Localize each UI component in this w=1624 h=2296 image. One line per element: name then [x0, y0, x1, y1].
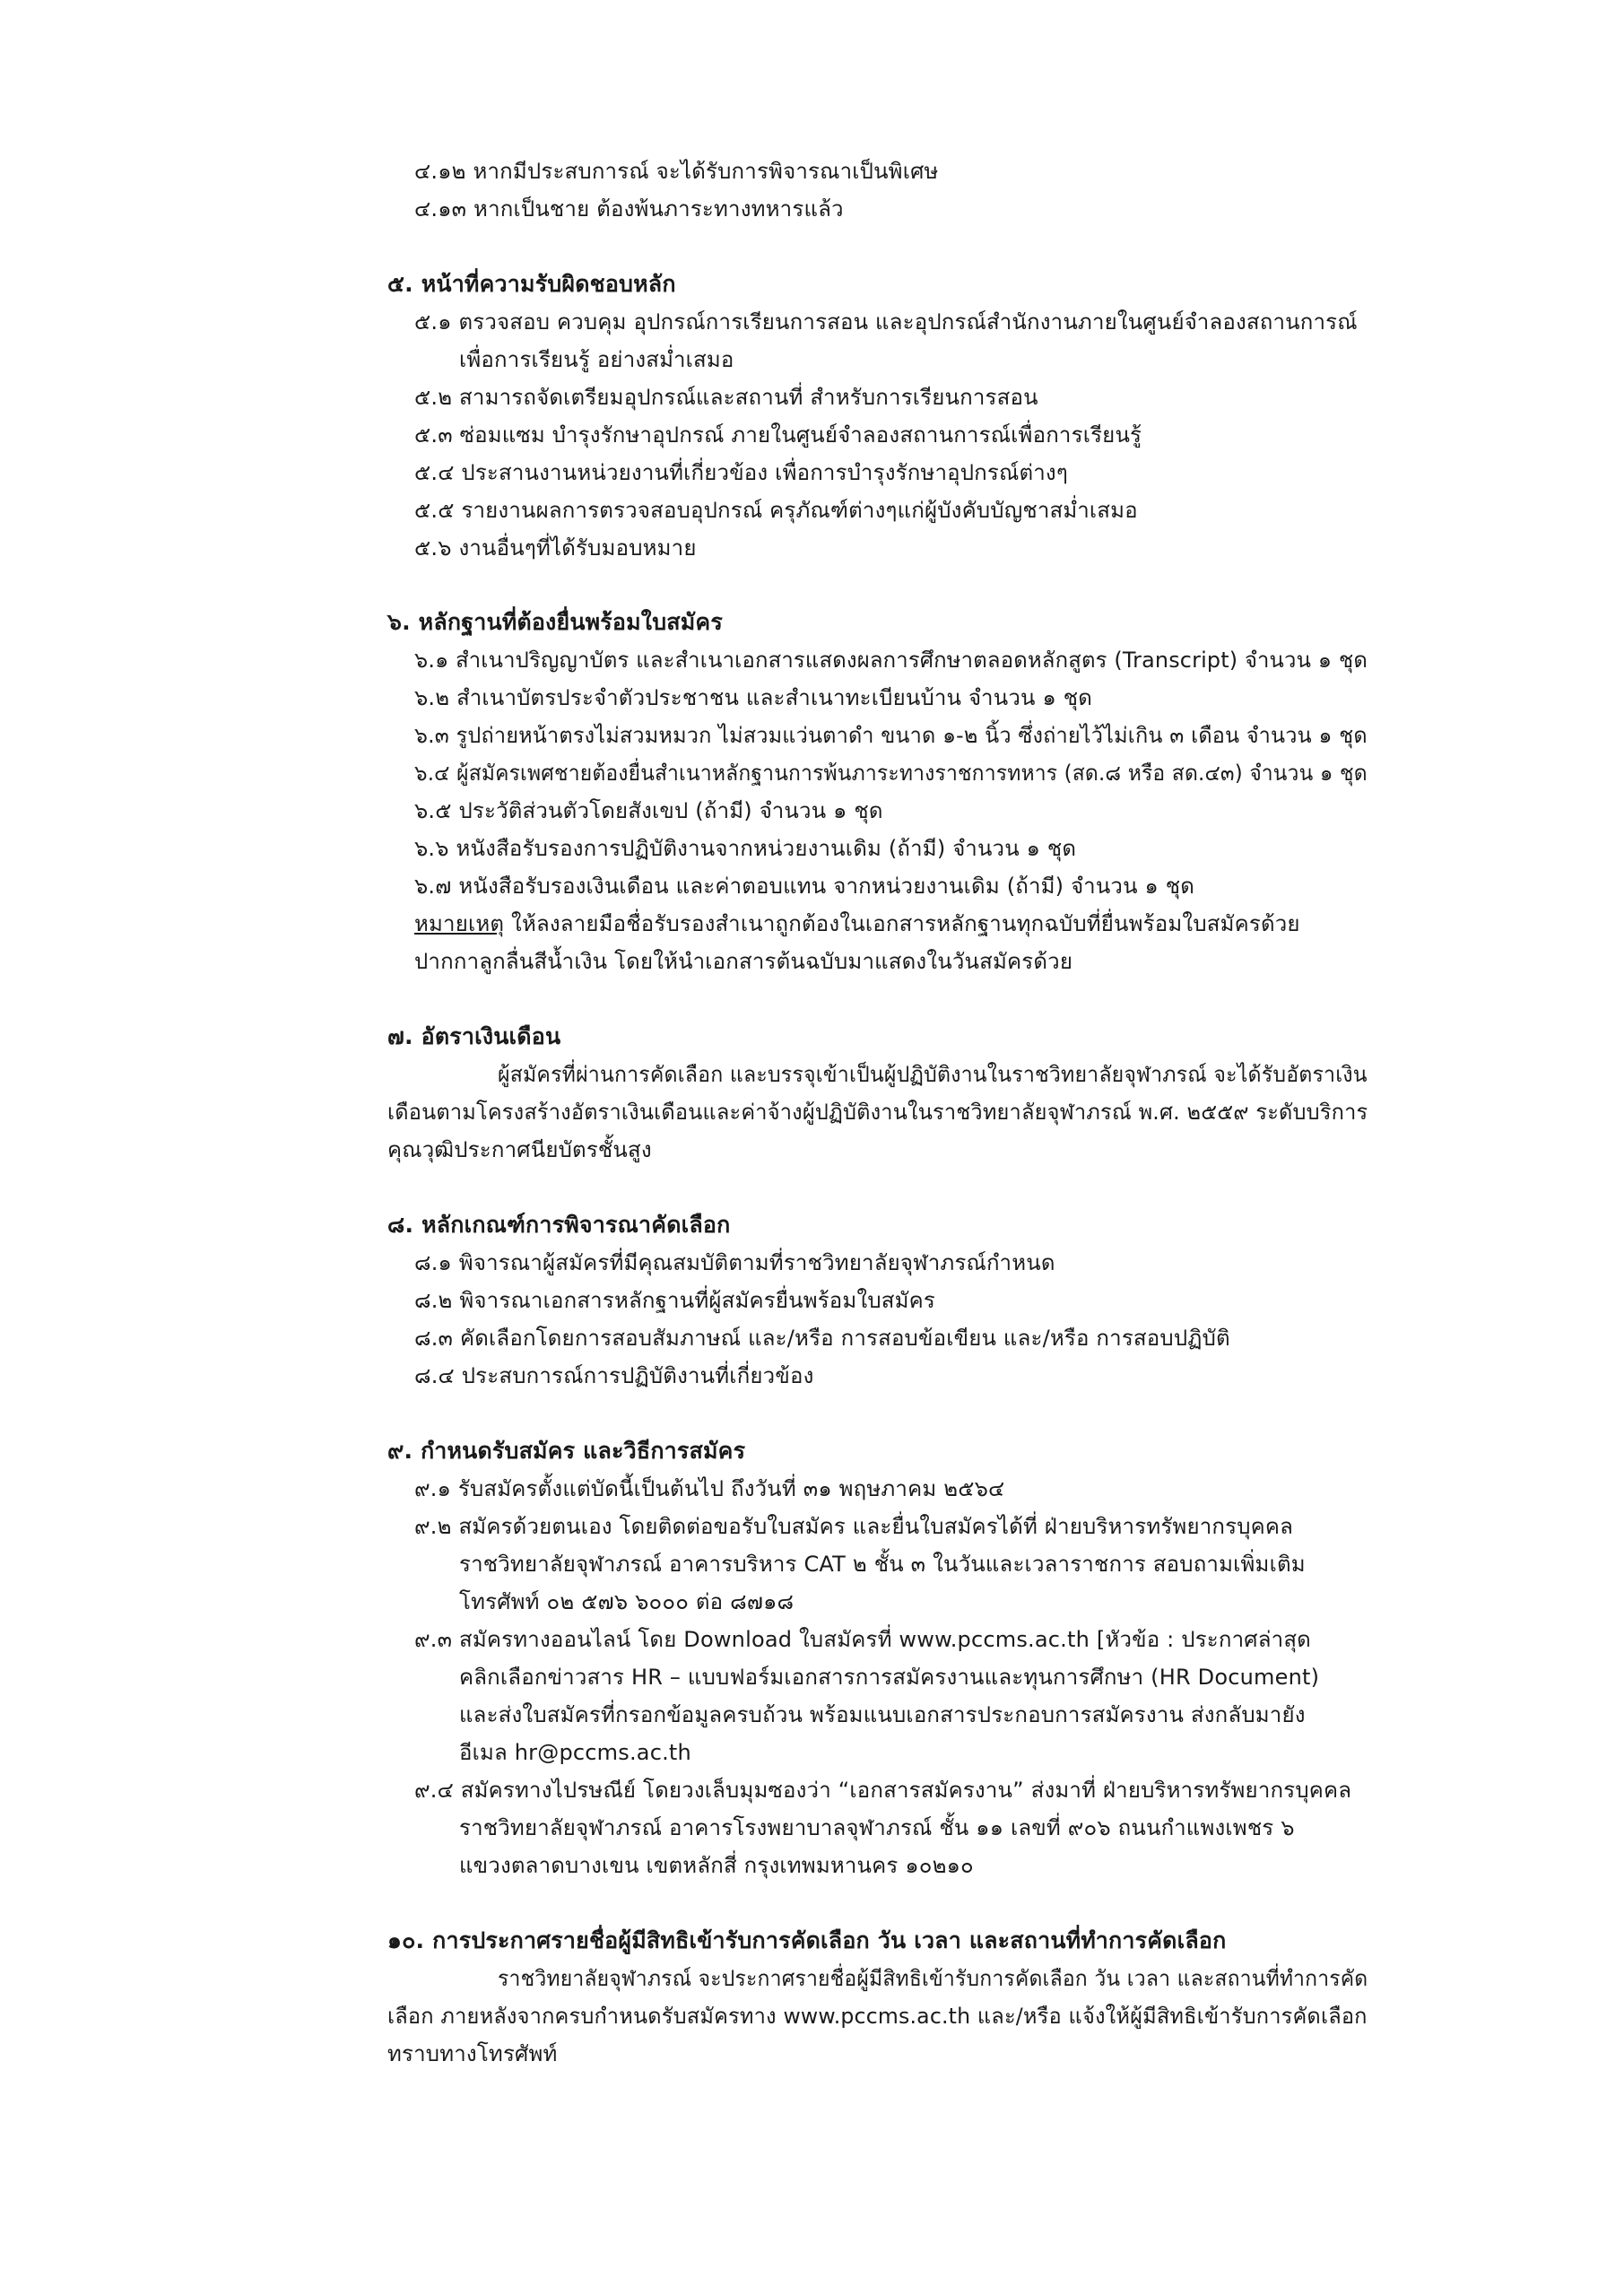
note-line-2: ปากกาลูกลื่นสีน้ำเงิน โดยให้นำเอกสารต้นฉบับมาแสดงในวันสมัครด้วย	[414, 949, 1073, 974]
section-7-heading: ๗. อัตราเงินเดือน	[387, 1023, 561, 1049]
item-9-4: ๙.๔ สมัครทางไปรษณีย์ โดยวงเล็บมุมซองว่า “เอกสารสมัครงาน” ส่งมาที่ ฝ่ายบริหารทรัพยากรบุคคล	[414, 1778, 1352, 1803]
item-6-5: ๖.๕ ประวัติส่วนตัวโดยสังเขป (ถ้ามี) จำนวน ๑ ชุด	[414, 798, 883, 823]
section-8-heading: ๘. หลักเกณฑ์การพิจารณาคัดเลือก	[387, 1212, 731, 1238]
item-8-2: ๘.๒ พิจารณาเอกสารหลักฐานที่ผู้สมัครยื่นพร้อมใบสมัคร	[414, 1288, 936, 1313]
item-4-12: ๔.๑๒ หากมีประสบการณ์ จะได้รับการพิจารณาเป็นพิเศษ	[414, 159, 939, 184]
item-6-3: ๖.๓ รูปถ่ายหน้าตรงไม่สวมหมวก ไม่สวมแว่นตาดำ ขนาด ๑-๒ นิ้ว ซึ่งถ่ายไว้ไม่เกิน ๓ เดือน จำนวน ๑ ชุด	[414, 723, 1368, 748]
announce-para-line-3: ทราบทางโทรศัพท์	[387, 2041, 558, 2066]
item-5-5: ๕.๕ รายงานผลการตรวจสอบอุปกรณ์ ครุภัณฑ์ต่างๆแก่ผู้บังคับบัญชาสม่ำเสมอ	[414, 498, 1138, 523]
note-label: หมายเหตุ	[414, 911, 505, 936]
salary-para-line-2: เดือนตามโครงสร้างอัตราเงินเดือนและค่าจ้างผู้ปฏิบัติงานในราชวิทยาลัยจุฬาภรณ์ พ.ศ. ๒๕๕๙ ระดับบริการ	[387, 1100, 1368, 1125]
item-9-1: ๙.๑ รับสมัครตั้งแต่บัดนี้เป็นต้นไป ถึงวันที่ ๓๑ พฤษภาคม ๒๕๖๔	[414, 1476, 1005, 1501]
item-5-4: ๕.๔ ประสานงานหน่วยงานที่เกี่ยวข้อง เพื่อการบำรุงรักษาอุปกรณ์ต่างๆ	[414, 460, 1068, 485]
item-6-7: ๖.๗ หนังสือรับรองเงินเดือน และค่าตอบแทน จากหน่วยงานเดิม (ถ้ามี) จำนวน ๑ ชุด	[414, 874, 1195, 899]
item-6-4: ๖.๔ ผู้สมัครเพศชายต้องยื่นสำเนาหลักฐานการพ้นภาระทางราชการทหาร (สด.๘ หรือ สด.๔๓) จำนวน ๑ ชุด	[414, 761, 1368, 786]
item-6-1: ๖.๑ สำเนาปริญญาบัตร และสำเนาเอกสารแสดงผลการศึกษาตลอดหลักสูตร (Transcript) จำนวน ๑ ชุด	[414, 648, 1368, 673]
section-5-heading: ๕. หน้าที่ความรับผิดชอบหลัก	[387, 271, 676, 297]
item-9-4-cont-2: แขวงตลาดบางเขน เขตหลักสี่ กรุงเทพมหานคร ๑๐๒๑๐	[459, 1853, 974, 1878]
item-9-3-cont-2: และส่งใบสมัครที่กรอกข้อมูลครบถ้วน พร้อมแนบเอกสารประกอบการสมัครงาน ส่งกลับมายัง	[459, 1702, 1306, 1727]
item-4-13: ๔.๑๓ หากเป็นชาย ต้องพ้นภาระทางทหารแล้ว	[414, 196, 844, 222]
item-6-2: ๖.๒ สำเนาบัตรประจำตัวประชาชน และสำเนาทะเบียนบ้าน จำนวน ๑ ชุด	[414, 685, 1092, 710]
item-9-2-cont-1: ราชวิทยาลัยจุฬาภรณ์ อาคารบริหาร CAT ๒ ชั้น ๓ ในวันและเวลาราชการ สอบถามเพิ่มเติม	[459, 1552, 1306, 1577]
item-5-3: ๕.๓ ซ่อมแซม บำรุงรักษาอุปกรณ์ ภายในศูนย์จำลองสถานการณ์เพื่อการเรียนรู้	[414, 422, 1142, 448]
announce-para-line-1: ราชวิทยาลัยจุฬาภรณ์ จะประกาศรายชื่อผู้มีสิทธิเข้ารับการคัดเลือก วัน เวลา และสถานที่ทำการคัด	[498, 1966, 1368, 1991]
item-5-1-cont: เพื่อการเรียนรู้ อย่างสม่ำเสมอ	[459, 347, 734, 372]
salary-para-line-3: คุณวุฒิประกาศนียบัตรชั้นสูง	[387, 1137, 652, 1162]
salary-para-line-1: ผู้สมัครที่ผ่านการคัดเลือก และบรรจุเข้าเป็นผู้ปฏิบัติงานในราชวิทยาลัยจุฬาภรณ์ จะได้รับอัตราเงิน	[498, 1062, 1368, 1087]
item-9-2-cont-2: โทรศัพท์ ๐๒ ๕๗๖ ๖๐๐๐ ต่อ ๘๗๑๘	[459, 1589, 795, 1614]
item-9-2: ๙.๒ สมัครด้วยตนเอง โดยติดต่อขอรับใบสมัคร และยื่นใบสมัครได้ที่ ฝ่ายบริหารทรัพยากรบุคคล	[414, 1514, 1294, 1539]
item-8-4: ๘.๔ ประสบการณ์การปฏิบัติงานที่เกี่ยวข้อง	[414, 1363, 814, 1388]
item-9-3-cont-3: อีเมล hr@pccms.ac.th	[459, 1740, 691, 1765]
section-9-heading: ๙. กำหนดรับสมัคร และวิธีการสมัคร	[387, 1438, 746, 1464]
item-9-4-cont-1: ราชวิทยาลัยจุฬาภรณ์ อาคารโรงพยาบาลจุฬาภรณ์ ชั้น ๑๑ เลขที่ ๙๐๖ ถนนกำแพงเพชร ๖	[459, 1815, 1295, 1840]
section-10-heading: ๑๐. การประกาศรายชื่อผู้มีสิทธิเข้ารับการคัดเลือก วัน เวลา และสถานที่ทำการคัดเลือก	[387, 1927, 1227, 1953]
note-text: ให้ลงลายมือชื่อรับรองสำเนาถูกต้องในเอกสารหลักฐานทุกฉบับที่ยื่นพร้อมใบสมัครด้วย	[504, 911, 1300, 936]
note-line	[414, 909, 1300, 938]
announce-para-line-2: เลือก ภายหลังจากครบกำหนดรับสมัครทาง www.pccms.ac.th และ/หรือ แจ้งให้ผู้มีสิทธิเข้ารับการคัดเลือก	[387, 2004, 1368, 2029]
item-5-2: ๕.๒ สามารถจัดเตรียมอุปกรณ์และสถานที่ สำหรับการเรียนการสอน	[414, 385, 1038, 410]
item-6-6: ๖.๖ หนังสือรับรองการปฏิบัติงานจากหน่วยงานเดิม (ถ้ามี) จำนวน ๑ ชุด	[414, 836, 1077, 861]
item-8-3: ๘.๓ คัดเลือกโดยการสอบสัมภาษณ์ และ/หรือ การสอบข้อเขียน และ/หรือ การสอบปฏิบัติ	[414, 1326, 1230, 1351]
section-6-heading: ๖. หลักฐานที่ต้องยื่นพร้อมใบสมัคร	[387, 609, 723, 635]
item-9-3-cont-1: คลิกเลือกข่าวสาร HR – แบบฟอร์มเอกสารการสมัครงานและทุนการศึกษา (HR Document)	[459, 1665, 1320, 1690]
item-5-1: ๕.๑ ตรวจสอบ ควบคุม อุปกรณ์การเรียนการสอน และอุปกรณ์สำนักงานภายในศูนย์จำลองสถานการณ์	[414, 309, 1358, 335]
item-9-3: ๙.๓ สมัครทางออนไลน์ โดย Download ใบสมัครที่ www.pccms.ac.th [หัวข้อ : ประกาศล่าสุด	[414, 1627, 1311, 1652]
item-8-1: ๘.๑ พิจารณาผู้สมัครที่มีคุณสมบัติตามที่ราชวิทยาลัยจุฬาภรณ์กำหนด	[414, 1250, 1055, 1275]
item-5-6: ๕.๖ งานอื่นๆที่ได้รับมอบหมาย	[414, 535, 697, 561]
